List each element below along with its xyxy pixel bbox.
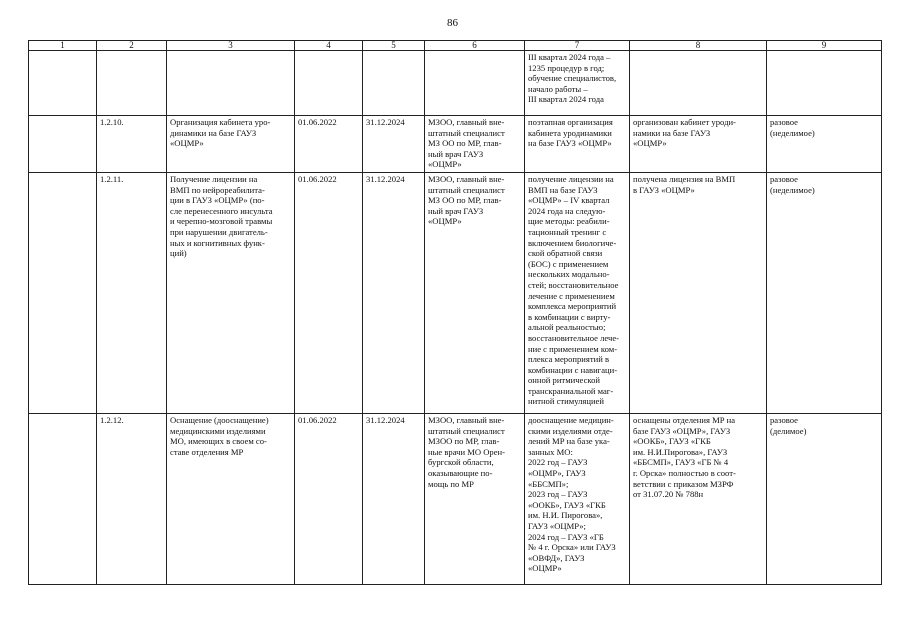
cell-responsible: МЗОО, главный вне- штатный специалист МЗ ОО по МР, глав- ный врач ГАУЗ «ОЦМР»: [425, 173, 525, 414]
cell-item-number: [97, 51, 167, 116]
cell-activity: [167, 51, 295, 116]
cell-responsible: [425, 51, 525, 116]
cell-activity: Оснащение (дооснащение) медицинскими изделиями МО, имеющих в своем со- ставе отделения МР: [167, 414, 295, 585]
cell-type: разовое (неделимое): [767, 173, 882, 414]
table-row: [29, 51, 882, 116]
cell-blank: [29, 414, 97, 585]
cell-type: разовое (делимое): [767, 414, 882, 585]
cell-end-date: 31.12.2024: [363, 116, 425, 173]
column-number: 1: [29, 41, 97, 51]
cell-stages: дооснащение медицин- скими изделиями отде- лений МР на базе ука- занных МО: 2022 год – ГАУЗ «ОЦМР», ГАУЗ «ББСМП»; 2023 год – ГАУЗ «ООКБ», ГАУЗ «ГКБ им. Н.И. Пирогова», ГАУЗ «ОЦМР»; 2024 год – ГАУЗ «ГБ № 4 г. Орска» или ГАУЗ «ОВФД», ГАУЗ «ОЦМР»: [525, 414, 630, 585]
cell-start-date: 01.06.2022: [295, 116, 363, 173]
column-number: 2: [97, 41, 167, 51]
cell-end-date: [363, 51, 425, 116]
column-number: 4: [295, 41, 363, 51]
cell-start-date: 01.06.2022: [295, 173, 363, 414]
column-number: 6: [425, 41, 525, 51]
plan-table: [28, 40, 882, 585]
cell-item-number: 1.2.12.: [97, 414, 167, 585]
cell-blank: [29, 51, 97, 116]
cell-result: получена лицензия на ВМП в ГАУЗ «ОЦМР»: [630, 173, 767, 414]
column-number: 3: [167, 41, 295, 51]
cell-start-date: [295, 51, 363, 116]
page-number: 86: [447, 17, 458, 29]
cell-blank: [29, 173, 97, 414]
cell-start-date: 01.06.2022: [295, 414, 363, 585]
cell-responsible: МЗОО, главный вне- штатный специалист МЗОО по МР, глав- ные врачи МО Орен- бургской области, оказывающие по- мощь по МР: [425, 414, 525, 585]
cell-blank: [29, 116, 97, 173]
cell-stages: получение лицензии на ВМП на базе ГАУЗ «ОЦМР» – IV квартал 2024 года на следую- щие методы: реабили- тационный тренинг с включением биологиче- ской обратной связи (БОС) с применением нескольких модально- стей; восстановительное лечение с применением комплекса мероприятий в комбинации с вирту- альной реальностью; восстановительное лече- ние с применением ком- плекса мероприятий в комбинации с навигаци- онной ритмической транскраниальной маг- нитной стимуляцией: [525, 173, 630, 414]
cell-activity: Организация кабинета уро- динамики на базе ГАУЗ «ОЦМР»: [167, 116, 295, 173]
cell-stages: поэтапная организация кабинета уродинамики на базе ГАУЗ «ОЦМР»: [525, 116, 630, 173]
column-number-row: [29, 41, 882, 51]
cell-type: [767, 51, 882, 116]
cell-activity: Получение лицензии на ВМП по нейрореабилита- ции в ГАУЗ «ОЦМР» (по- сле перенесенного инсульта и черепно-мозговой травмы при нарушении двигатель- ных и когнитивных функ- ций): [167, 173, 295, 414]
table-row: [29, 414, 882, 585]
column-number: 8: [630, 41, 767, 51]
cell-stages: III квартал 2024 года – 1235 процедур в год; обучение специалистов, начало работы – III квартал 2024 года: [525, 51, 630, 116]
column-number: 7: [525, 41, 630, 51]
cell-end-date: 31.12.2024: [363, 173, 425, 414]
table-row: [29, 116, 882, 173]
cell-responsible: МЗОО, главный вне- штатный специалист МЗ ОО по МР, глав- ный врач ГАУЗ «ОЦМР»: [425, 116, 525, 173]
table-row: [29, 173, 882, 414]
cell-result: организован кабинет уроди- намики на базе ГАУЗ «ОЦМР»: [630, 116, 767, 173]
cell-result: оснащены отделения МР на базе ГАУЗ «ОЦМР», ГАУЗ «ООКБ», ГАУЗ «ГКБ им. Н.И.Пирогова», ГАУЗ «ББСМП», ГАУЗ «ГБ № 4 г. Орска» полностью в соот- ветствии с приказом МЗРФ от 31.07.20 № 788н: [630, 414, 767, 585]
cell-result: [630, 51, 767, 116]
cell-type: разовое (неделимое): [767, 116, 882, 173]
cell-item-number: 1.2.11.: [97, 173, 167, 414]
cell-end-date: 31.12.2024: [363, 414, 425, 585]
cell-item-number: 1.2.10.: [97, 116, 167, 173]
column-number: 5: [363, 41, 425, 51]
column-number: 9: [767, 41, 882, 51]
